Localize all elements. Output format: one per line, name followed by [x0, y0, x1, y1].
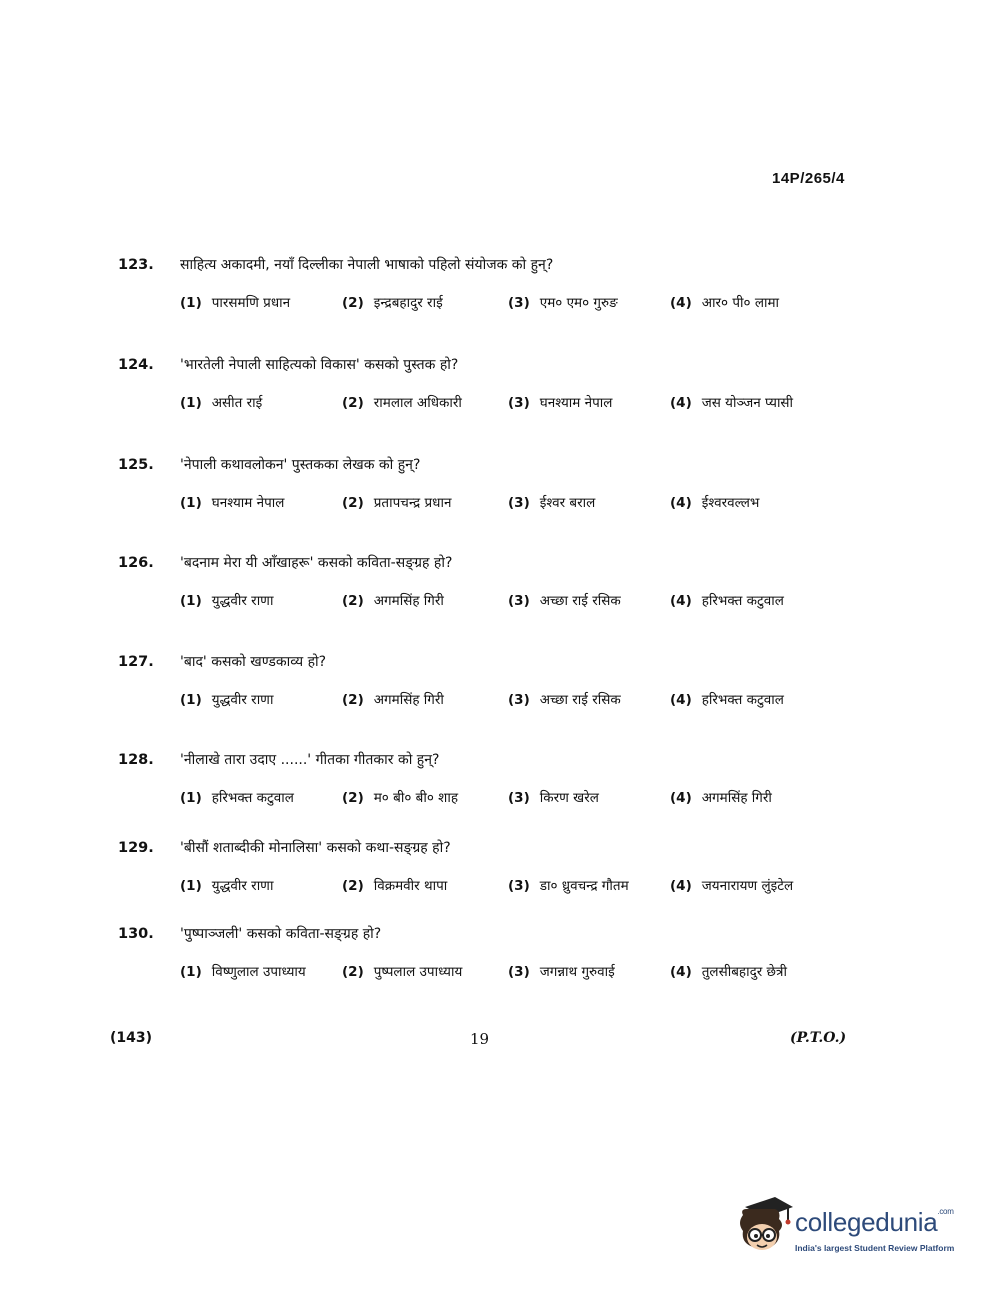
option-text: ईश्वरवल्लभ [701, 495, 760, 511]
answer-option [180, 876, 273, 894]
question-line [118, 255, 553, 274]
answer-option [670, 393, 793, 411]
option-number: (2) [342, 495, 364, 511]
option-number: (3) [508, 395, 530, 411]
question-text: 'नेपाली कथावलोकन' पुस्तकका लेखक को हुन्? [180, 457, 421, 473]
option-text: म० बी० बी० शाह [373, 790, 458, 806]
option-text: युद्धवीर राणा [211, 878, 274, 894]
option-text: प्रतापचन्द्र प्रधान [373, 495, 452, 511]
question-text: 'बीसौं शताब्दीकी मोनालिसा' कसको कथा-सङ्ग्रह हो? [180, 840, 451, 856]
option-text: पारसमणि प्रधान [211, 295, 291, 311]
option-text: अच्छा राई रसिक [539, 692, 621, 708]
option-number: (2) [342, 295, 364, 311]
option-text: एम० एम० गुरुङ [539, 295, 618, 311]
question-number: 127. [118, 654, 154, 670]
answer-option [508, 690, 621, 708]
answer-option [180, 393, 262, 411]
answer-option [342, 393, 462, 411]
option-text: घनश्याम नेपाल [211, 495, 285, 511]
collegedunia-logo [735, 1195, 965, 1265]
option-number: (4) [670, 495, 692, 511]
option-number: (4) [670, 964, 692, 980]
question-line [118, 355, 458, 374]
answer-option [508, 493, 595, 511]
option-number: (2) [342, 692, 364, 708]
option-text: अगमसिंह गिरी [701, 790, 772, 806]
option-text: जयनारायण लुंइटेल [701, 878, 794, 894]
option-text: असीत राई [211, 395, 263, 411]
option-number: (2) [342, 964, 364, 980]
option-text: विक्रमवीर थापा [373, 878, 448, 894]
option-text: किरण खरेल [539, 790, 599, 806]
logo-wordmark: collegedunia$^{.com}$ [795, 1207, 954, 1237]
question-line [118, 750, 439, 769]
option-number: (4) [670, 593, 692, 609]
option-text: ईश्वर बराल [539, 495, 596, 511]
option-text: हरिभक्त कटुवाल [701, 692, 784, 708]
answer-option [670, 690, 784, 708]
question-line [118, 652, 326, 671]
option-text: डा० ध्रुवचन्द्र गौतम [539, 878, 629, 894]
answer-option [508, 876, 629, 894]
answer-option [342, 493, 451, 511]
option-text: जस योञ्जन प्यासी [701, 395, 794, 411]
answer-option [180, 293, 290, 311]
option-text: युद्धवीर राणा [211, 593, 274, 609]
question-text: 'भारतेली नेपाली साहित्यको विकास' कसको पुस्तक हो? [180, 357, 459, 373]
option-number: (3) [508, 692, 530, 708]
answer-option [342, 690, 444, 708]
answer-option [180, 788, 294, 806]
option-number: (1) [180, 495, 202, 511]
answer-option [180, 493, 284, 511]
answer-option [180, 690, 273, 708]
option-text: तुलसीबहादुर छेत्री [701, 964, 787, 980]
option-number: (2) [342, 395, 364, 411]
question-text: 'बाद' कसको खण्डकाव्य हो? [180, 654, 327, 670]
option-text: जगन्नाथ गुरुवाई [539, 964, 615, 980]
option-number: (2) [342, 593, 364, 609]
answer-option [342, 293, 443, 311]
question-number: 124. [118, 357, 154, 373]
option-number: (1) [180, 395, 202, 411]
answer-option [342, 962, 462, 980]
option-number: (3) [508, 295, 530, 311]
pto-note: (P.T.O.) [790, 1030, 847, 1046]
option-number: (3) [508, 593, 530, 609]
option-text: रामलाल अधिकारी [373, 395, 462, 411]
question-text: साहित्य अकादमी, नयाँ दिल्लीका नेपाली भाषाको पहिलो संयोजक को हुन्? [180, 257, 554, 273]
answer-option [342, 788, 458, 806]
option-text: हरिभक्त कटुवाल [211, 790, 294, 806]
answer-option [342, 591, 444, 609]
option-text: आर० पी० लामा [701, 295, 780, 311]
answer-option [508, 293, 618, 311]
answer-option [670, 962, 787, 980]
answer-option [508, 591, 621, 609]
answer-option [670, 788, 772, 806]
question-number: 129. [118, 840, 154, 856]
question-number: 125. [118, 457, 154, 473]
question-line [118, 838, 451, 857]
question-number: 126. [118, 555, 154, 571]
question-text: 'पुष्पाञ्जली' कसको कविता-सङ्ग्रह हो? [180, 926, 382, 942]
paper-code: 14P/265/4 [772, 170, 845, 187]
answer-option [508, 962, 615, 980]
question-line [118, 924, 381, 943]
option-number: (1) [180, 593, 202, 609]
booklet-code: (143) [110, 1030, 153, 1046]
option-text: हरिभक्त कटुवाल [701, 593, 784, 609]
option-text: पुष्पलाल उपाध्याय [373, 964, 463, 980]
answer-option [180, 591, 273, 609]
option-text: अगमसिंह गिरी [373, 692, 444, 708]
option-text: इन्द्रबहादुर राई [373, 295, 443, 311]
option-number: (4) [670, 395, 692, 411]
page-number: 19 [470, 1030, 490, 1048]
answer-option [670, 493, 759, 511]
question-number: 123. [118, 257, 154, 273]
option-text: घनश्याम नेपाल [539, 395, 613, 411]
answer-option [180, 962, 306, 980]
mascot-icon [735, 1195, 795, 1265]
option-number: (1) [180, 878, 202, 894]
option-number: (1) [180, 295, 202, 311]
option-number: (1) [180, 790, 202, 806]
question-line [118, 455, 420, 474]
option-number: (3) [508, 790, 530, 806]
question-number: 128. [118, 752, 154, 768]
option-number: (3) [508, 495, 530, 511]
option-number: (1) [180, 692, 202, 708]
option-number: (1) [180, 964, 202, 980]
option-text: अगमसिंह गिरी [373, 593, 444, 609]
question-text: 'नीलाखे तारा उदाए ......' गीतका गीतकार को हुन्? [180, 752, 440, 768]
option-text: विष्णुलाल उपाध्याय [211, 964, 306, 980]
answer-option [508, 393, 612, 411]
question-text: 'बदनाम मेरा यी आँखाहरू' कसको कविता-सङ्ग्रह हो? [180, 555, 453, 571]
answer-option [670, 876, 793, 894]
option-number: (2) [342, 790, 364, 806]
option-number: (4) [670, 295, 692, 311]
option-text: अच्छा राई रसिक [539, 593, 621, 609]
answer-option [670, 293, 779, 311]
answer-option [342, 876, 447, 894]
option-number: (4) [670, 790, 692, 806]
option-number: (4) [670, 692, 692, 708]
answer-option [670, 591, 784, 609]
option-number: (4) [670, 878, 692, 894]
logo-tagline: India's largest Student Review Platform [795, 1243, 955, 1253]
question-line [118, 553, 452, 572]
option-number: (3) [508, 964, 530, 980]
question-number: 130. [118, 926, 154, 942]
option-text: युद्धवीर राणा [211, 692, 274, 708]
answer-option [508, 788, 599, 806]
option-number: (3) [508, 878, 530, 894]
option-number: (2) [342, 878, 364, 894]
